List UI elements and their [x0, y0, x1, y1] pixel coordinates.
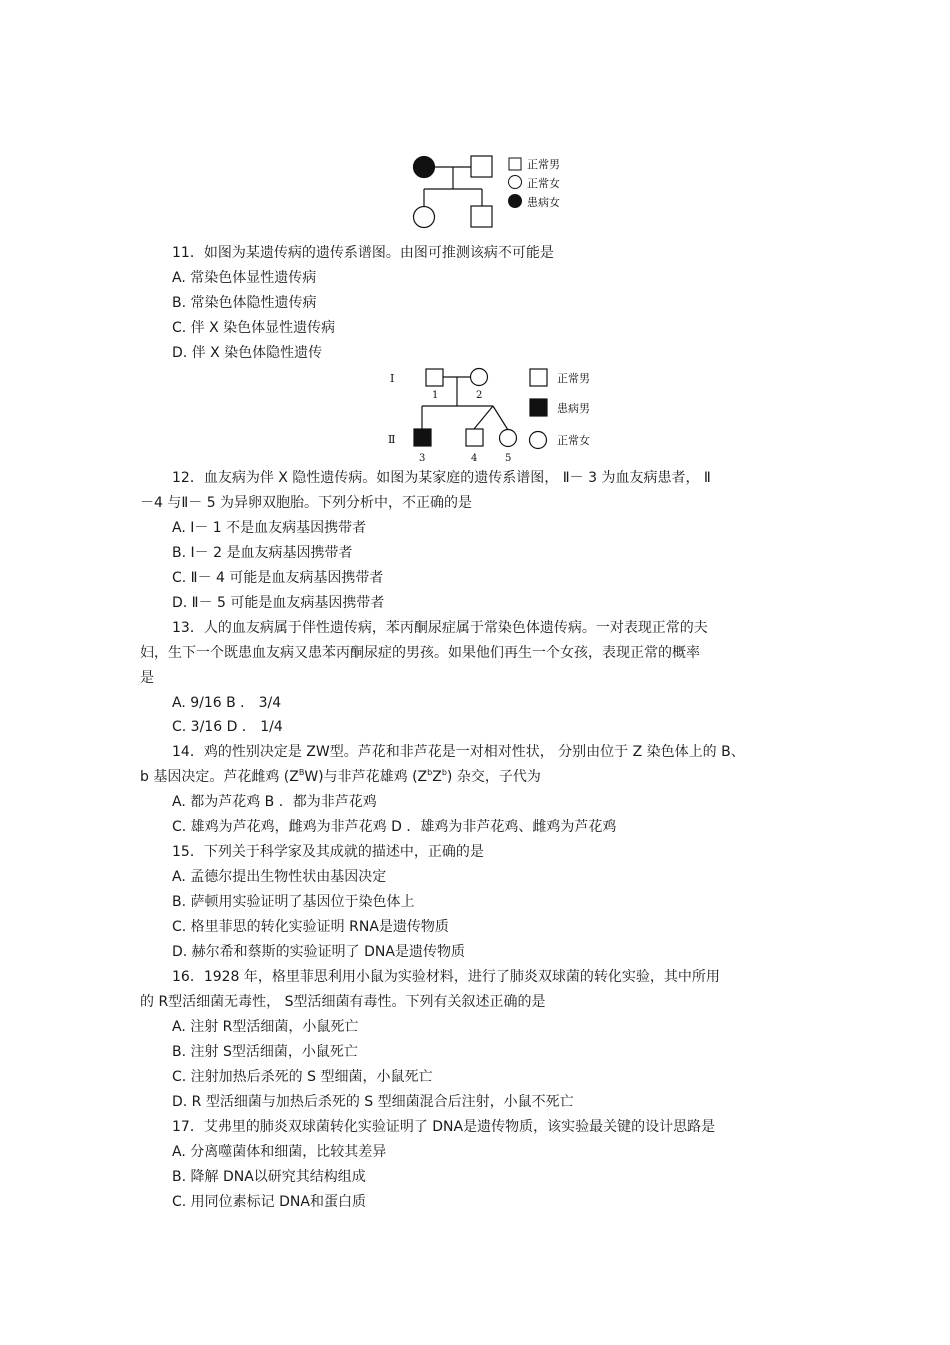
- q16-option-b: B. 注射 S型活细菌，小鼠死亡: [172, 1044, 358, 1060]
- generation-label-1: I: [390, 372, 395, 385]
- q17-stem: 17．艾弗里的肺炎双球菌转化实验证明了 DNA是遗传物质，该实验最关键的设计思路是: [172, 1119, 716, 1135]
- legend-normal-female-symbol: [509, 176, 522, 189]
- q13-options-ab: A. 9/16 B ． 3/4: [172, 695, 282, 711]
- q17-option-a: A. 分离噬菌体和细菌，比较其差异: [172, 1144, 387, 1160]
- q12-option-a: A. Ⅰ－ 1 不是血友病基因携带者: [172, 520, 367, 536]
- q12-option-c: C. Ⅱ－ 4 可能是血友病基因携带者: [172, 570, 384, 586]
- twin-line-5: [493, 406, 508, 430]
- legend-label-normal-female: 正常女: [527, 177, 560, 190]
- q14-text-1: b 基因决定。芦花雌鸡 (Z: [140, 769, 299, 785]
- individual-label-4: 4: [471, 453, 478, 464]
- q14-options-cd: C. 雄鸡为芦花鸡，雌鸡为非芦花鸡 D ．雄鸡为非芦花鸡、雌鸡为芦花鸡: [172, 819, 617, 835]
- generation-label-2: Ⅱ: [388, 433, 396, 446]
- q15-option-d: D. 赫尔希和蔡斯的实验证明了 DNA是遗传物质: [172, 944, 465, 960]
- legend-normal-male-symbol: [530, 369, 547, 386]
- normal-male-child-symbol: [471, 206, 492, 227]
- q16-stem-continued: 的 R型活细菌无毒性， S型活细菌有毒性。下列有关叙述正确的是: [140, 994, 546, 1010]
- affected-female-symbol: [414, 157, 435, 178]
- q14-stem: 14．鸡的性别决定是 ZW型。芦花和非芦花是一对相对性状， 分别由位于 Z 染色体上的 B、: [172, 744, 745, 760]
- q15-stem: 15．下列关于科学家及其成就的描述中，正确的是: [172, 844, 484, 860]
- legend-affected-female-symbol: [509, 195, 522, 208]
- q11-option-a: A. 常染色体显性遗传病: [172, 270, 317, 286]
- q11-option-d: D. 伴 X 染色体隐性遗传: [172, 345, 323, 361]
- q16-option-a: A. 注射 R型活细菌，小鼠死亡: [172, 1019, 359, 1035]
- q13-options-cd: C. 3/16 D ． 1/4: [172, 719, 283, 735]
- q16-option-d: D. R 型活细菌与加热后杀死的 S 型细菌混合后注射，小鼠不死亡: [172, 1094, 574, 1110]
- twin-line-4: [474, 406, 493, 429]
- individual-4-normal-male: [466, 429, 483, 446]
- q14-text-4: ) 杂交，子代为: [446, 769, 541, 785]
- individual-label-1: 1: [432, 390, 439, 401]
- q14-text-3: Z: [432, 769, 442, 785]
- q14-superscript-b1: b: [427, 768, 433, 777]
- individual-label-3: 3: [419, 453, 426, 464]
- legend-normal-female-symbol: [530, 432, 547, 449]
- normal-female-child-symbol: [414, 207, 435, 228]
- q15-option-b: B. 萨顿用实验证明了基因位于染色体上: [172, 894, 415, 910]
- q15-option-a: A. 孟德尔提出生物性状由基因决定: [172, 869, 387, 885]
- q12-stem: 12．血友病为伴 X 隐性遗传病。如图为某家庭的遗传系谱图， Ⅱ－ 3 为血友病患者， Ⅱ: [172, 470, 711, 486]
- legend-label-normal-female: 正常女: [557, 434, 590, 447]
- legend-label-normal-male: 正常男: [557, 372, 590, 385]
- legend-label-affected-male: 患病男: [557, 402, 590, 415]
- q12-stem-continued: －4 与Ⅱ－ 5 为异卵双胞胎。下列分析中，不正确的是: [140, 495, 473, 511]
- individual-label-5: 5: [505, 453, 512, 464]
- q13-stem: 13．人的血友病属于伴性遗传病，苯丙酮尿症属于常染色体遗传病。一对表现正常的夫: [172, 620, 708, 636]
- legend-normal-male-symbol: [509, 158, 521, 170]
- q12-option-d: D. Ⅱ－ 5 可能是血友病基因携带者: [172, 595, 385, 611]
- individual-1-normal-male: [426, 369, 443, 386]
- q17-option-b: B. 降解 DNA以研究其结构组成: [172, 1169, 366, 1185]
- q12-option-b: B. Ⅰ－ 2 是血友病基因携带者: [172, 545, 353, 561]
- pedigree-figure-1: [405, 150, 585, 230]
- legend-label-affected-female: 患病女: [527, 196, 560, 209]
- individual-label-2: 2: [476, 390, 483, 401]
- q15-option-c: C. 格里菲思的转化实验证明 RNA是遗传物质: [172, 919, 449, 935]
- q11-option-c: C. 伴 X 染色体显性遗传病: [172, 320, 336, 336]
- q14-options-ab: A. 都为芦花鸡 B ．都为非芦花鸡: [172, 794, 377, 810]
- normal-male-symbol: [471, 156, 492, 177]
- individual-5-normal-female: [500, 430, 517, 447]
- q16-stem: 16．1928 年，格里菲思利用小鼠为实验材料，进行了肺炎双球菌的转化实验，其中所用: [172, 969, 720, 985]
- legend-label-normal-male: 正常男: [527, 158, 560, 171]
- q11-stem: 11．如图为某遗传病的遗传系谱图。由图可推测该病不可能是: [172, 245, 554, 261]
- q11-option-b: B. 常染色体隐性遗传病: [172, 295, 317, 311]
- q13-stem-continued: 妇，生下一个既患血友病又患苯丙酮尿症的男孩。如果他们再生一个女孩，表现正常的概率: [140, 645, 700, 661]
- q14-text-2: W)与非芦花雄鸡 (Z: [304, 769, 428, 785]
- q13-stem-end: 是: [140, 670, 154, 686]
- individual-2-normal-female: [471, 369, 488, 386]
- q16-option-c: C. 注射加热后杀死的 S 型细菌，小鼠死亡: [172, 1069, 433, 1085]
- pedigree-figure-2: [380, 364, 620, 468]
- q17-option-c: C. 用同位素标记 DNA和蛋白质: [172, 1194, 366, 1210]
- q14-superscript-b2: b: [441, 768, 447, 777]
- individual-3-affected-male: [414, 429, 431, 446]
- q14-superscript-B: B: [298, 768, 305, 777]
- legend-affected-male-symbol: [530, 399, 547, 416]
- q14-stem-continued: [140, 767, 541, 787]
